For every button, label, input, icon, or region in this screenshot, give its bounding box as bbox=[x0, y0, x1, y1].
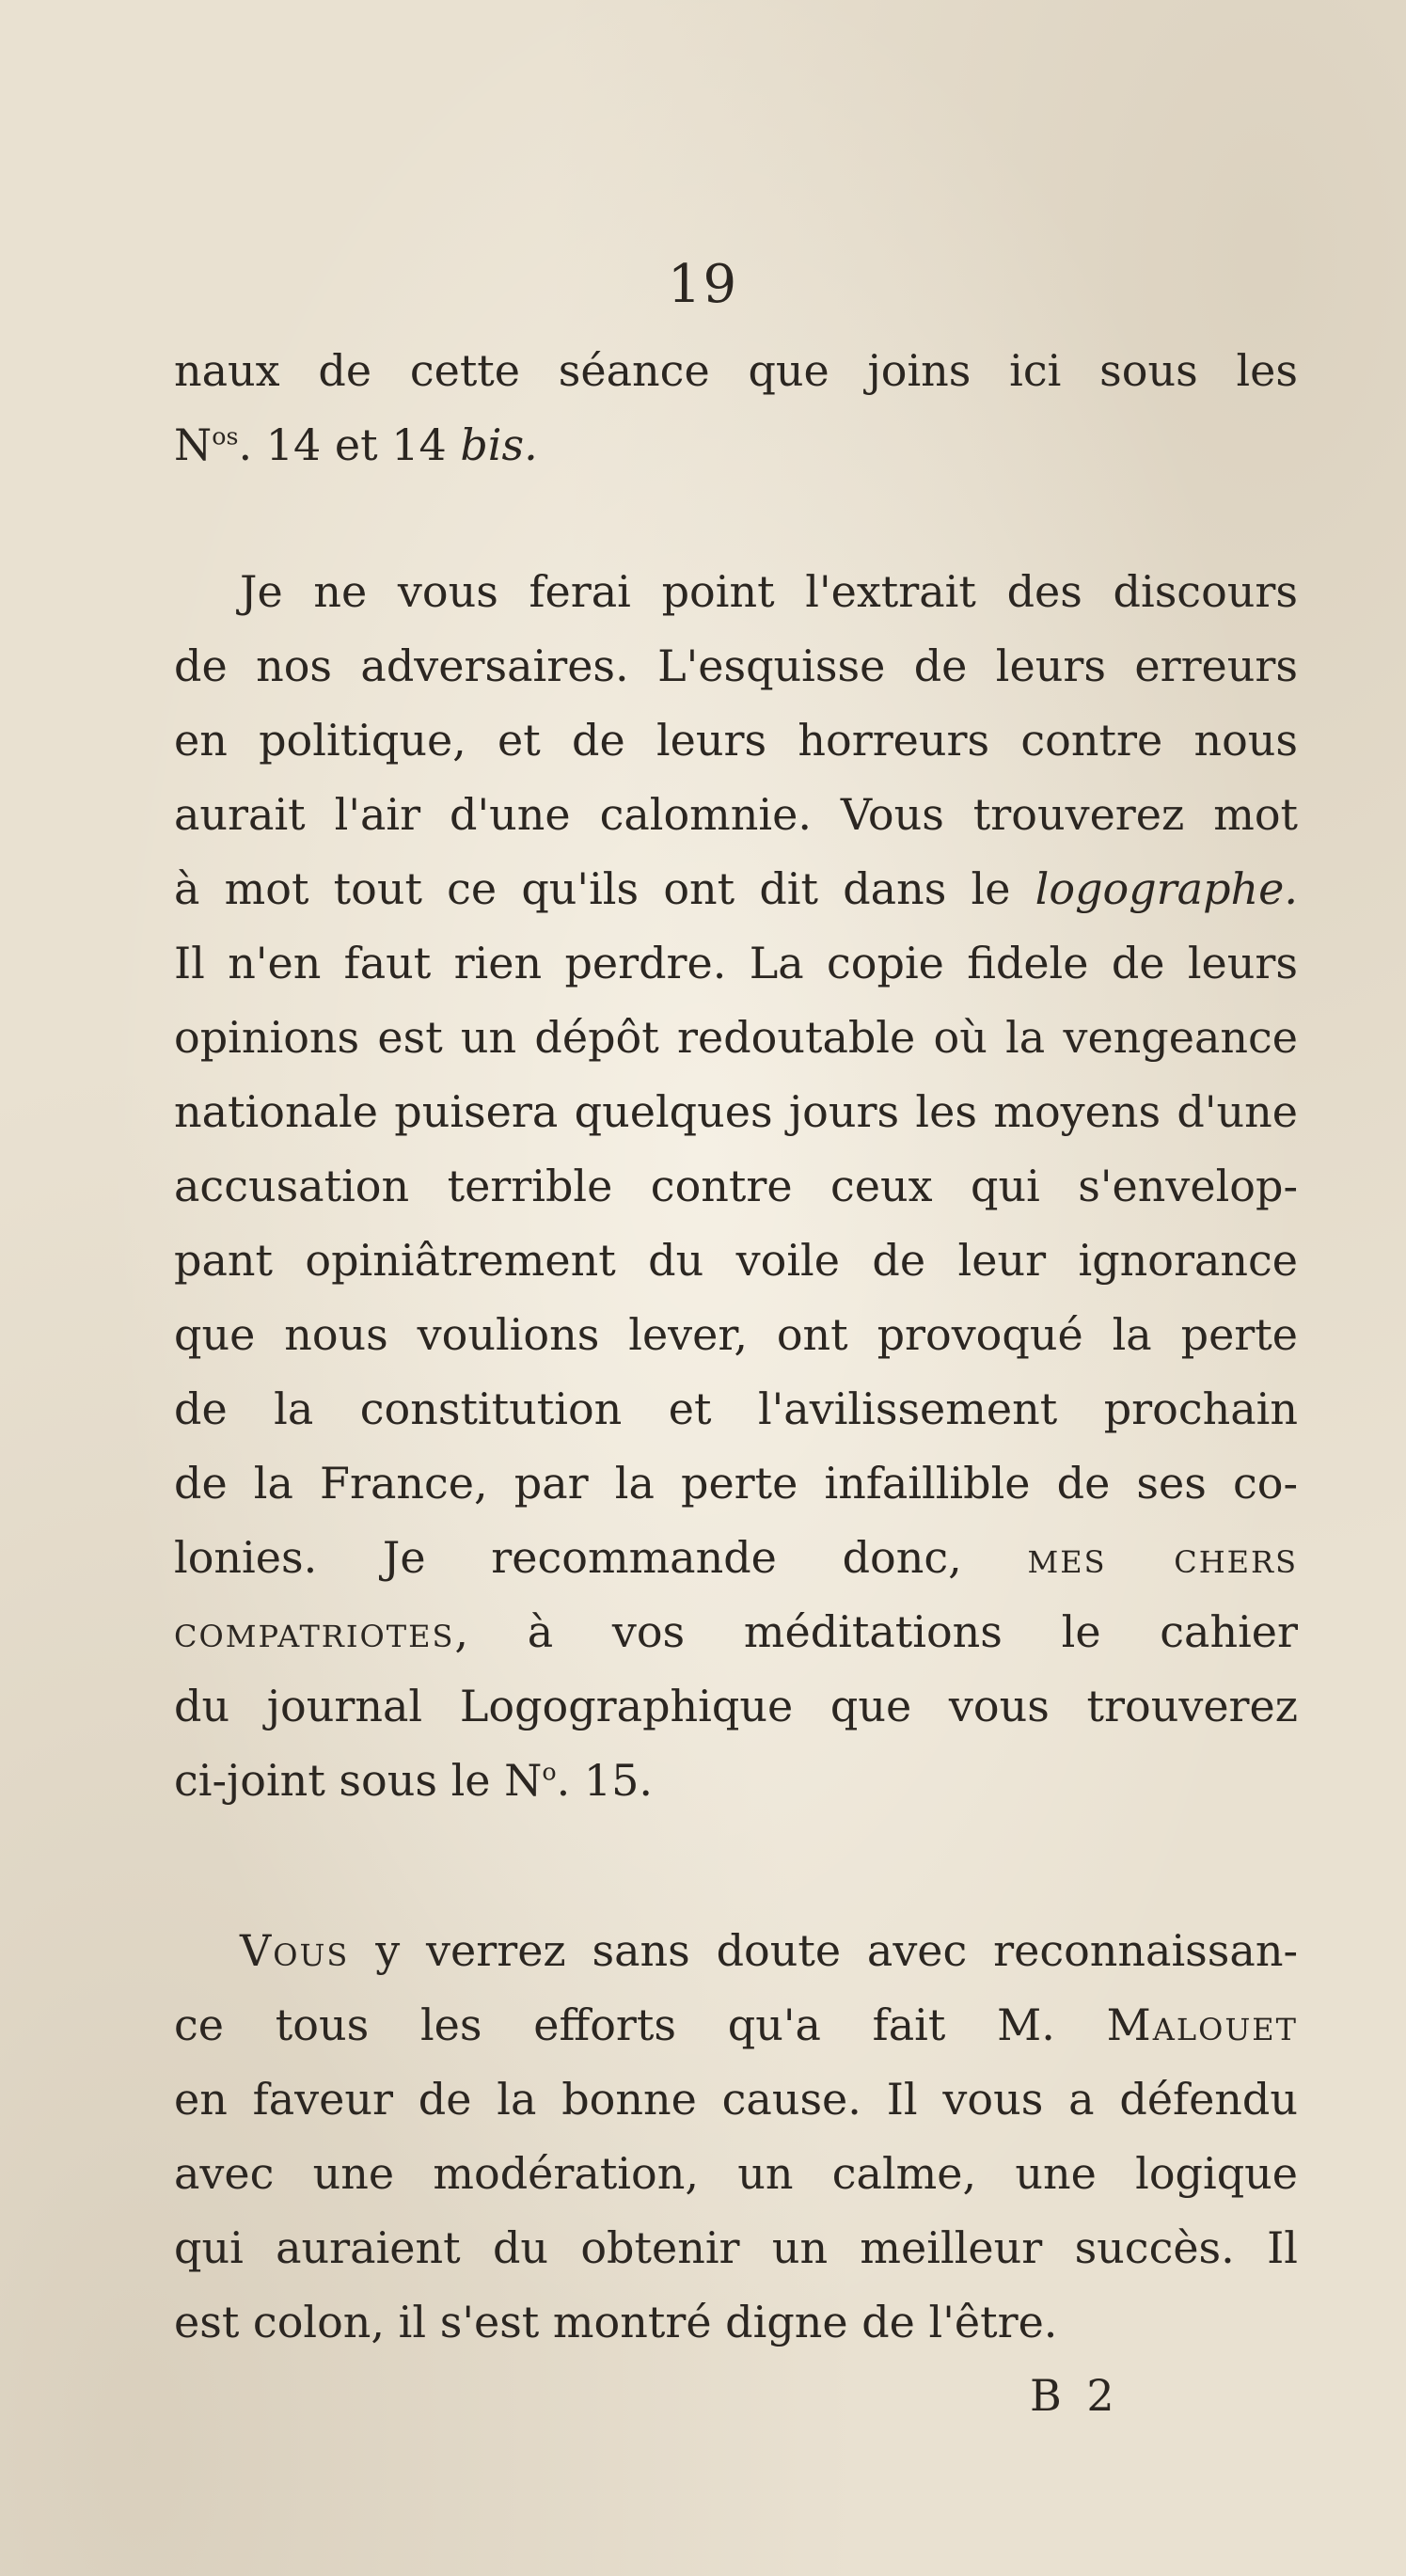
text-fragment: , à vos méditations le cahier bbox=[454, 1606, 1298, 1657]
text-line: aurait l'air d'une calomnie. Vous trouverez mot bbox=[174, 789, 1298, 840]
text-line: qui auraient du obtenir un meilleur succès. Il bbox=[174, 2222, 1298, 2273]
paragraph-continuation bbox=[174, 334, 1298, 482]
text-fragment: . 15. bbox=[556, 1755, 654, 1806]
text-line: Il n'en faut rien perdre. La copie fidele de leurs bbox=[174, 938, 1298, 988]
text-line: que nous voulions lever, ont provoqué la perte bbox=[174, 1309, 1298, 1360]
text-line: Je ne vous ferai point l'extrait des discours bbox=[240, 566, 1298, 617]
italic-text: bis. bbox=[460, 419, 538, 470]
superscript: o bbox=[542, 1758, 557, 1786]
text-line: avec une modération, un calme, une logique bbox=[174, 2148, 1298, 2199]
printer-signature-mark: B 2 bbox=[1030, 2370, 1120, 2421]
text-line bbox=[174, 1988, 1298, 2062]
paragraph-malouet bbox=[174, 1914, 1298, 2360]
smallcaps-text: mes chers bbox=[1027, 1532, 1298, 1583]
page-number: 19 bbox=[667, 254, 739, 315]
text-line: naux de cette séance que joins ici sous les bbox=[174, 345, 1298, 396]
text-line bbox=[174, 852, 1298, 926]
text-fragment: N bbox=[174, 419, 213, 470]
text-line bbox=[174, 1914, 1298, 1988]
text-line: pant opiniâtrement du voile de leur ignorance bbox=[174, 1235, 1298, 1286]
text-line: nationale puisera quelques jours les moyens d'une bbox=[174, 1086, 1298, 1137]
text-line bbox=[174, 1521, 1298, 1595]
text-line: de la constitution et l'avilissement prochain bbox=[174, 1383, 1298, 1434]
text-line bbox=[174, 1744, 1298, 1818]
text-line: de la France, par la perte infaillible de ses co- bbox=[174, 1458, 1298, 1509]
paragraph-logographe bbox=[174, 555, 1298, 1818]
smallcaps-text: compatriotes bbox=[174, 1606, 455, 1657]
text-line: en faveur de la bonne cause. Il vous a défendu bbox=[174, 2074, 1298, 2125]
text-fragment: à mot tout ce qu'ils ont dit dans le bbox=[174, 863, 1035, 914]
text-line bbox=[174, 408, 1298, 482]
text-line: du journal Logographique que vous trouverez bbox=[174, 1681, 1298, 1731]
text-line bbox=[174, 1595, 1298, 1669]
italic-text: logographe. bbox=[1035, 863, 1298, 914]
text-fragment: ci-joint sous le N bbox=[174, 1755, 543, 1806]
text-line: de nos adversaires. L'esquisse de leurs erreurs bbox=[174, 640, 1298, 691]
smallcaps-text: Vous bbox=[240, 1925, 350, 1976]
text-line: accusation terrible contre ceux qui s'envelop- bbox=[174, 1161, 1298, 1211]
text-fragment: lonies. Je recommande donc, bbox=[174, 1532, 1028, 1583]
text-fragment: y verrez sans doute avec reconnaissan- bbox=[349, 1925, 1298, 1976]
text-fragment: . 14 et 14 bbox=[238, 419, 461, 470]
text-line: opinions est un dépôt redoutable où la vengeance bbox=[174, 1012, 1298, 1063]
text-line: est colon, il s'est montré digne de l'être. bbox=[174, 2297, 1058, 2347]
text-line: en politique, et de leurs horreurs contre nous bbox=[174, 715, 1298, 766]
text-fragment: ce tous les efforts qu'a fait M. bbox=[174, 1999, 1107, 2050]
superscript: os bbox=[212, 422, 239, 450]
smallcaps-text: Malouet bbox=[1106, 1999, 1298, 2050]
